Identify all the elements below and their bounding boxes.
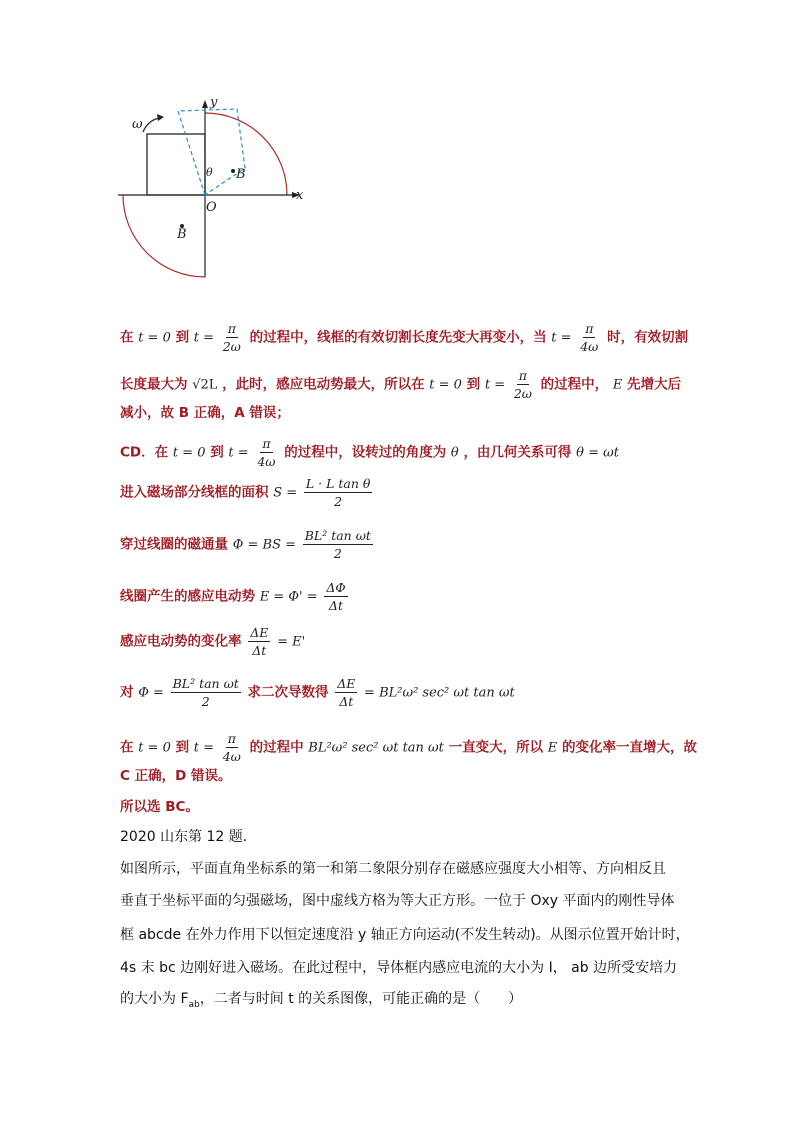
math-t0: t = 0 (429, 377, 462, 393)
fraction-pi-4omega: $\frac{\pi}{4\omega}$ (222, 731, 241, 764)
math-sqrt2L: √2L (192, 377, 218, 393)
text: 感应电动势的变化率 (120, 633, 242, 650)
problem-title: 2020 山东第 12 题. (120, 829, 248, 845)
math-E: E (612, 377, 623, 393)
lower-field-arc (123, 195, 205, 277)
math-t: t = (193, 330, 215, 346)
text: CD．在 (120, 444, 169, 461)
text: 穿过线圈的磁通量 (120, 536, 228, 553)
text: 的变化率一直增大，故 (561, 739, 697, 756)
text: ，此时，感应电动势最大，所以在 (222, 376, 425, 393)
math-t0: t = 0 (172, 445, 206, 461)
solution-line-4 (120, 436, 619, 469)
solution-line-2 (120, 368, 681, 401)
text: 进入磁场部分线框的面积 (120, 484, 269, 501)
problem-line-1: 如图所示，平面直角坐标系的第一和第二象限分别存在磁感应强度大小相等、方向相反且 (120, 861, 666, 877)
y-axis-arrow (202, 100, 208, 108)
fraction-pi-2omega: $\frac{\pi}{2\omega}$ (513, 368, 532, 401)
problem-line-5 (120, 989, 522, 1015)
fraction-dphi-dt: $\frac{\Delta\Phi}{\Delta t}$ (326, 580, 346, 613)
subscript: ab (188, 999, 200, 1010)
text: 到 (466, 376, 481, 393)
math-t: t = (551, 330, 572, 346)
solution-line-5 (120, 476, 374, 509)
field-dot-upper (231, 169, 235, 173)
y-axis-label: y (210, 95, 218, 110)
origin-label: O (206, 200, 217, 215)
text: 到 (175, 329, 190, 346)
solution-line-8 (120, 625, 305, 658)
text: ，由几何关系可得 (463, 444, 572, 461)
text: 到 (175, 739, 190, 756)
text: 一直变大，所以 (448, 739, 544, 756)
math-theta-eq: θ = ωt (576, 445, 619, 461)
math-phi: Φ = (138, 685, 164, 701)
upper-field-arc (205, 113, 287, 195)
fraction-dE-dt: $\frac{\Delta E}{\Delta t}$ (337, 676, 356, 709)
text: 的过程中，线框的有效切割长度先变大再变小，当 (249, 329, 547, 346)
x-axis-label: x (296, 188, 304, 203)
math-phi: Φ = BS = (232, 537, 297, 553)
fraction-pi-2omega: $\frac{\pi}{2\omega}$ (222, 321, 241, 354)
text: 的过程中， (540, 376, 609, 393)
text: 长度最大为 (120, 376, 188, 393)
text: 的过程中 (249, 739, 304, 756)
fraction-flux: $\frac{\text{BL² tan ωt}}{2}$ (172, 676, 239, 709)
fraction-dE-dt: $\frac{\Delta E}{\Delta t}$ (250, 625, 269, 658)
problem-line-3: 框 abcde 在外力作用下以恒定速度沿 y 轴正方向运动(不发生转动)。从图示位置开始计时， (120, 927, 690, 943)
text: 在 (120, 329, 134, 346)
rotation-arrow (143, 118, 160, 132)
solution-line-10 (120, 731, 697, 764)
math-t: t = (228, 445, 249, 461)
math-expression: BL²ω² sec² ωt tan ωt (308, 740, 444, 756)
math-t: t = (484, 377, 506, 393)
text: ，二者与时间 t 的关系图像，可能正确的是（ ） (199, 991, 523, 1007)
fraction-area: $\frac{\text{L · L tan θ}}{2}$ (305, 476, 371, 509)
solution-line-11: C 正确，D 错误。 (120, 768, 232, 784)
math-S: S = (273, 485, 298, 501)
solution-line-3: 减小，故 B 正确，A 错误； (120, 405, 290, 421)
math-t0: t = 0 (138, 740, 171, 756)
text: 线圈产生的感应电动势 (120, 588, 255, 605)
solution-line-1 (120, 321, 688, 354)
figure-svg (118, 92, 318, 282)
text: 在 (120, 739, 134, 756)
rotation-arrowhead (157, 114, 164, 121)
solution-line-6 (120, 528, 375, 561)
field-label-lower: B (177, 227, 187, 242)
text: 先增大后 (627, 376, 682, 393)
text: 求二次导数得 (247, 684, 329, 701)
problem-line-2: 垂直于坐标平面的匀强磁场，图中虚线方格为等大正方形。一位于 Oxy 平面内的刚性导体 (120, 893, 675, 909)
text: 对 (120, 684, 134, 701)
math-t: t = (193, 740, 215, 756)
field-label-upper: B (236, 167, 246, 182)
rotated-frame-dashed (178, 109, 245, 195)
text: 的大小为 F (120, 991, 189, 1007)
math-Eprime: = E' (277, 634, 306, 650)
math-E: E (547, 740, 558, 756)
problem-line-4: 4s 末 bc 边刚好进入磁场。在此过程中，导体框内感应电流的大小为 I， ab 边所受安培力 (120, 960, 678, 976)
solution-line-9 (120, 676, 515, 709)
solution-line-12: 所以选 BC。 (120, 799, 199, 815)
text: 时，有效切割 (607, 329, 689, 346)
math-E-eq: E = Φ' = (259, 589, 318, 605)
theta-label: θ (206, 166, 213, 179)
math-theta: θ (450, 445, 459, 461)
text: 的过程中，设转过的角度为 (284, 444, 447, 461)
text: 到 (210, 444, 224, 461)
fraction-pi-4omega: $\frac{\pi}{4\omega}$ (257, 436, 276, 469)
math-t0: t = 0 (138, 330, 171, 346)
fraction-flux: $\frac{\text{BL² tan ωt}}{2}$ (304, 528, 371, 561)
fraction-pi-4omega: $\frac{\pi}{4\omega}$ (580, 321, 599, 354)
math-second-derivative: = BL²ω² sec² ωt tan ωt (364, 685, 515, 701)
rotating-frame-figure (118, 92, 318, 286)
square-frame (147, 134, 205, 195)
solution-line-7 (120, 580, 350, 613)
omega-label: ω (132, 117, 143, 132)
